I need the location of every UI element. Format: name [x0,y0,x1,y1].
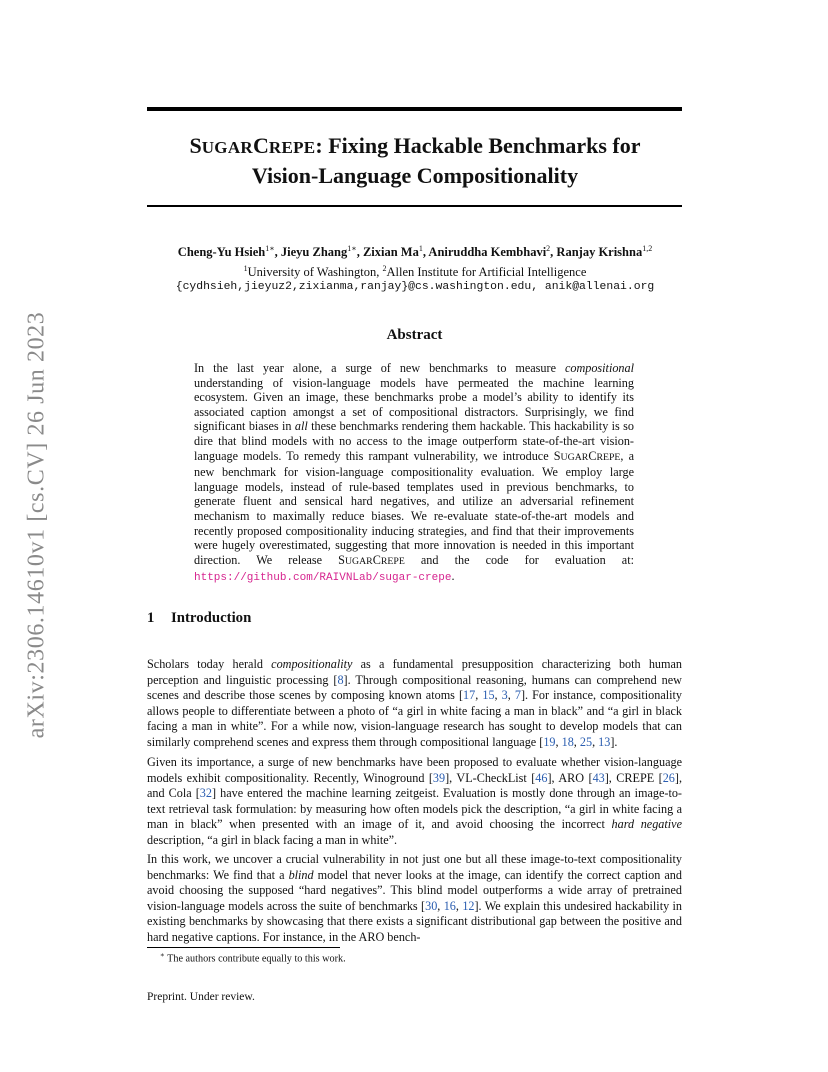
citation-link[interactable]: 16 [443,898,456,913]
footnote: ∗ The authors contribute equally to this work. [160,951,346,965]
citation-link[interactable]: 8 [337,672,344,687]
author-names: Cheng-Yu Hsieh$^{1∗}$, Jieyu Zhang$^{1∗}$, Zixian Ma$^1$, Aniruddha Kembhavi$^2$, Ranjay Krishna$^{1,2}$ [177,244,653,260]
arxiv-identifier: arXiv:2306.14610v1 [cs.CV] 26 Jun 2023 [23,311,50,739]
citation-link[interactable]: 32 [199,786,212,800]
intro-paragraph-2: Given its importance, a surge of new benchmarks have been proposed to evaluate whether vision-language models exhibit compositionality. Recently, Winoground [39], VL-CheckList [46], ARO [43], CREPE [26], and Cola [32] have entered the machine learning zeitgeist. Evaluation is mostly done through an image-to-text retrieval task formulation: by measuring how often models pick the description, “a girl in white facing a man in black” when presented with an image of it, and avoid choosing the incorrect hard negative description, “a girl in black facing a man in white”. [147,755,682,847]
citation-link[interactable]: 15 [482,688,495,702]
github-link[interactable]: https://github.com/RAIVNLab/sugar-crepe [194,572,452,585]
author-block [120,241,710,296]
citation-link[interactable]: 43 [592,770,605,785]
abstract-text: In the last year alone, a surge of new benchmarks to measure compositional understanding of vision-language models have permeated the machine learning ecosystem. Given an image, these benchmarks probe a model’s ability to identify its associated caption amongst a set of compositional distractors. Surprisingly, we find significant biases in all these benchmarks rendering them hackable. This hackability is so dire that blind models with no access to the image outperform state-of-the-art vision-language models. To remedy this rampant vulnerability, we introduce SUGARCREPE, a new benchmark for vision-language compositionality evaluation. We employ large language models, instead of rule-based templates used in previous benchmarks, to generate fluent and sensical hard negatives, and utilize an adversarial refinement mechanism to maximally reduce biases. We re-evaluate state-of-the-art models and recently proposed compositionality inducing strategies, and find that their improvements were hugely overestimated, suggesting that more innovation is needed in this important direction. We release SUGARCREPE and the code for evaluation at: https://github.com/RAIVNLab/sugar-crepe. [194,361,634,585]
citation-link[interactable]: 7 [514,688,521,702]
section-heading-introduction: 1 Introduction [147,610,252,626]
footnote-rule [147,947,340,948]
citation-link[interactable]: 3 [501,688,508,702]
citation-link[interactable]: 30 [425,898,438,913]
citation-link[interactable]: 12 [462,898,475,913]
citation-link[interactable]: 13 [598,734,611,749]
citation-link[interactable]: 39 [432,770,446,785]
paper-title: SUGARCREPE: Fixing Hackable Benchmarks for Vision-Language Compositionality [189,133,641,188]
citation-link[interactable]: 18 [561,734,574,749]
intro-paragraph-3: In this work, we uncover a crucial vulnerability in not just one but all these image-to-text compositionality benchmarks: We find that a blind model that never looks at the image, can identify the correct caption and avoid choosing the supposed “hard negatives”. This blind model outperforms a wide array of pretrained vision-language models across the suite of benchmarks [30, 16, 12]. We explain this undesired hackability in existing benchmarks by showcasing that there exists a significant distributional gap between the positive and hard negative captions. For instance, in the ARO bench- [147,852,683,944]
citation-link[interactable]: 19 [543,734,556,749]
citation-link[interactable]: 46 [535,770,548,785]
affiliations: $^1$University of Washington, $^2$Allen Institute for Artificial Intelligence [243,263,587,279]
abstract-heading: Abstract [386,327,443,343]
citation-link[interactable]: 25 [579,734,593,749]
title-bottom-rule [147,205,682,207]
citation-link[interactable]: 26 [662,770,675,785]
author-emails: {cydhsieh,jieyuz2,zixianma,ranjay}@cs.washington.edu, anik@allenai.org [175,281,655,294]
title-top-rule [147,107,682,111]
citation-link[interactable]: 17 [463,688,476,702]
preprint-notice: Preprint. Under review. [147,991,255,1003]
intro-paragraph-1: Scholars today herald compositionality as a fundamental presupposition characterizing both human perception and linguistic processing [8]. Through compositional reasoning, humans can comprehend new scenes and describe those scenes by composing known atoms [17, 15, 3, 7]. For instance, compositionality allows people to differentiate between a photo of “a girl in white facing a man in black” and “a girl in black facing a man in white”. For a while now, vision-language research has sought to develop models that can similarly comprehend scenes and express them through compositional language [19, 18, 25, 13]. [147,657,683,749]
